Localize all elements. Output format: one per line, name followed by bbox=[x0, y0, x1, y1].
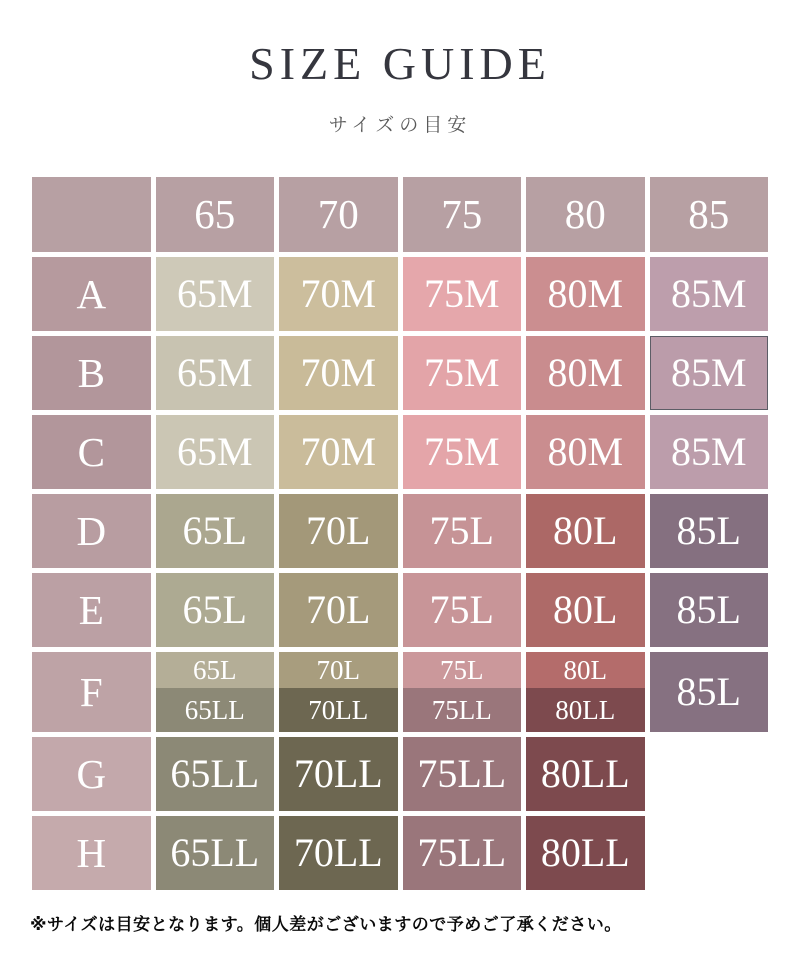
cell-A-75: 75M bbox=[403, 257, 522, 331]
cell-G-70: 70LL bbox=[279, 737, 398, 811]
page-title: SIZE GUIDE bbox=[249, 38, 551, 89]
footnote: ※サイズは目安となります。個人差がございますので予めご了承ください。 bbox=[30, 915, 622, 934]
cell-F-65-top: 65L bbox=[156, 652, 275, 688]
row-label-C: C bbox=[32, 415, 151, 489]
cell-A-70: 70M bbox=[279, 257, 398, 331]
cell-F-85: 85L bbox=[650, 652, 769, 732]
page-subtitle: サイズの目安 bbox=[328, 115, 472, 136]
column-header-85: 85 bbox=[650, 177, 769, 252]
cell-F-70 bbox=[279, 652, 398, 732]
row-label-A: A bbox=[32, 257, 151, 331]
row-label-B: B bbox=[32, 336, 151, 410]
cell-A-80: 80M bbox=[526, 257, 645, 331]
cell-B-80: 80M bbox=[526, 336, 645, 410]
cell-E-80: 80L bbox=[526, 573, 645, 647]
cell-A-85: 85M bbox=[650, 257, 769, 331]
cell-B-70: 70M bbox=[279, 336, 398, 410]
cell-F-75-bottom: 75LL bbox=[403, 688, 522, 732]
cell-G-85-empty bbox=[650, 737, 769, 811]
corner-cell bbox=[32, 177, 151, 252]
cell-B-75: 75M bbox=[403, 336, 522, 410]
cell-B-85: 85M bbox=[650, 336, 769, 410]
column-header-70: 70 bbox=[279, 177, 398, 252]
cell-F-65-bottom: 65LL bbox=[156, 688, 275, 732]
cell-D-80: 80L bbox=[526, 494, 645, 568]
cell-F-65 bbox=[156, 652, 275, 732]
cell-F-70-bottom: 70LL bbox=[279, 688, 398, 732]
cell-H-70: 70LL bbox=[279, 816, 398, 890]
cell-E-85: 85L bbox=[650, 573, 769, 647]
cell-F-80 bbox=[526, 652, 645, 732]
cell-D-75: 75L bbox=[403, 494, 522, 568]
cell-C-75: 75M bbox=[403, 415, 522, 489]
row-label-H: H bbox=[32, 816, 151, 890]
cell-F-75-top: 75L bbox=[403, 652, 522, 688]
column-header-75: 75 bbox=[403, 177, 522, 252]
cell-G-80: 80LL bbox=[526, 737, 645, 811]
cell-H-80: 80LL bbox=[526, 816, 645, 890]
cell-C-65: 65M bbox=[156, 415, 275, 489]
cell-D-70: 70L bbox=[279, 494, 398, 568]
cell-D-85: 85L bbox=[650, 494, 769, 568]
cell-F-80-top: 80L bbox=[526, 652, 645, 688]
column-header-65: 65 bbox=[156, 177, 275, 252]
cell-D-65: 65L bbox=[156, 494, 275, 568]
cell-H-75: 75LL bbox=[403, 816, 522, 890]
cell-F-70-top: 70L bbox=[279, 652, 398, 688]
cell-C-70: 70M bbox=[279, 415, 398, 489]
cell-G-65: 65LL bbox=[156, 737, 275, 811]
cell-E-65: 65L bbox=[156, 573, 275, 647]
row-label-F: F bbox=[32, 652, 151, 732]
cell-B-65: 65M bbox=[156, 336, 275, 410]
cell-A-65: 65M bbox=[156, 257, 275, 331]
cell-F-80-bottom: 80LL bbox=[526, 688, 645, 732]
cell-E-75: 75L bbox=[403, 573, 522, 647]
cell-H-85-empty bbox=[650, 816, 769, 890]
size-guide-table bbox=[32, 177, 768, 890]
row-label-G: G bbox=[32, 737, 151, 811]
cell-H-65: 65LL bbox=[156, 816, 275, 890]
column-header-80: 80 bbox=[526, 177, 645, 252]
cell-C-85: 85M bbox=[650, 415, 769, 489]
cell-G-75: 75LL bbox=[403, 737, 522, 811]
cell-E-70: 70L bbox=[279, 573, 398, 647]
row-label-D: D bbox=[32, 494, 151, 568]
cell-F-75 bbox=[403, 652, 522, 732]
cell-C-80: 80M bbox=[526, 415, 645, 489]
row-label-E: E bbox=[32, 573, 151, 647]
